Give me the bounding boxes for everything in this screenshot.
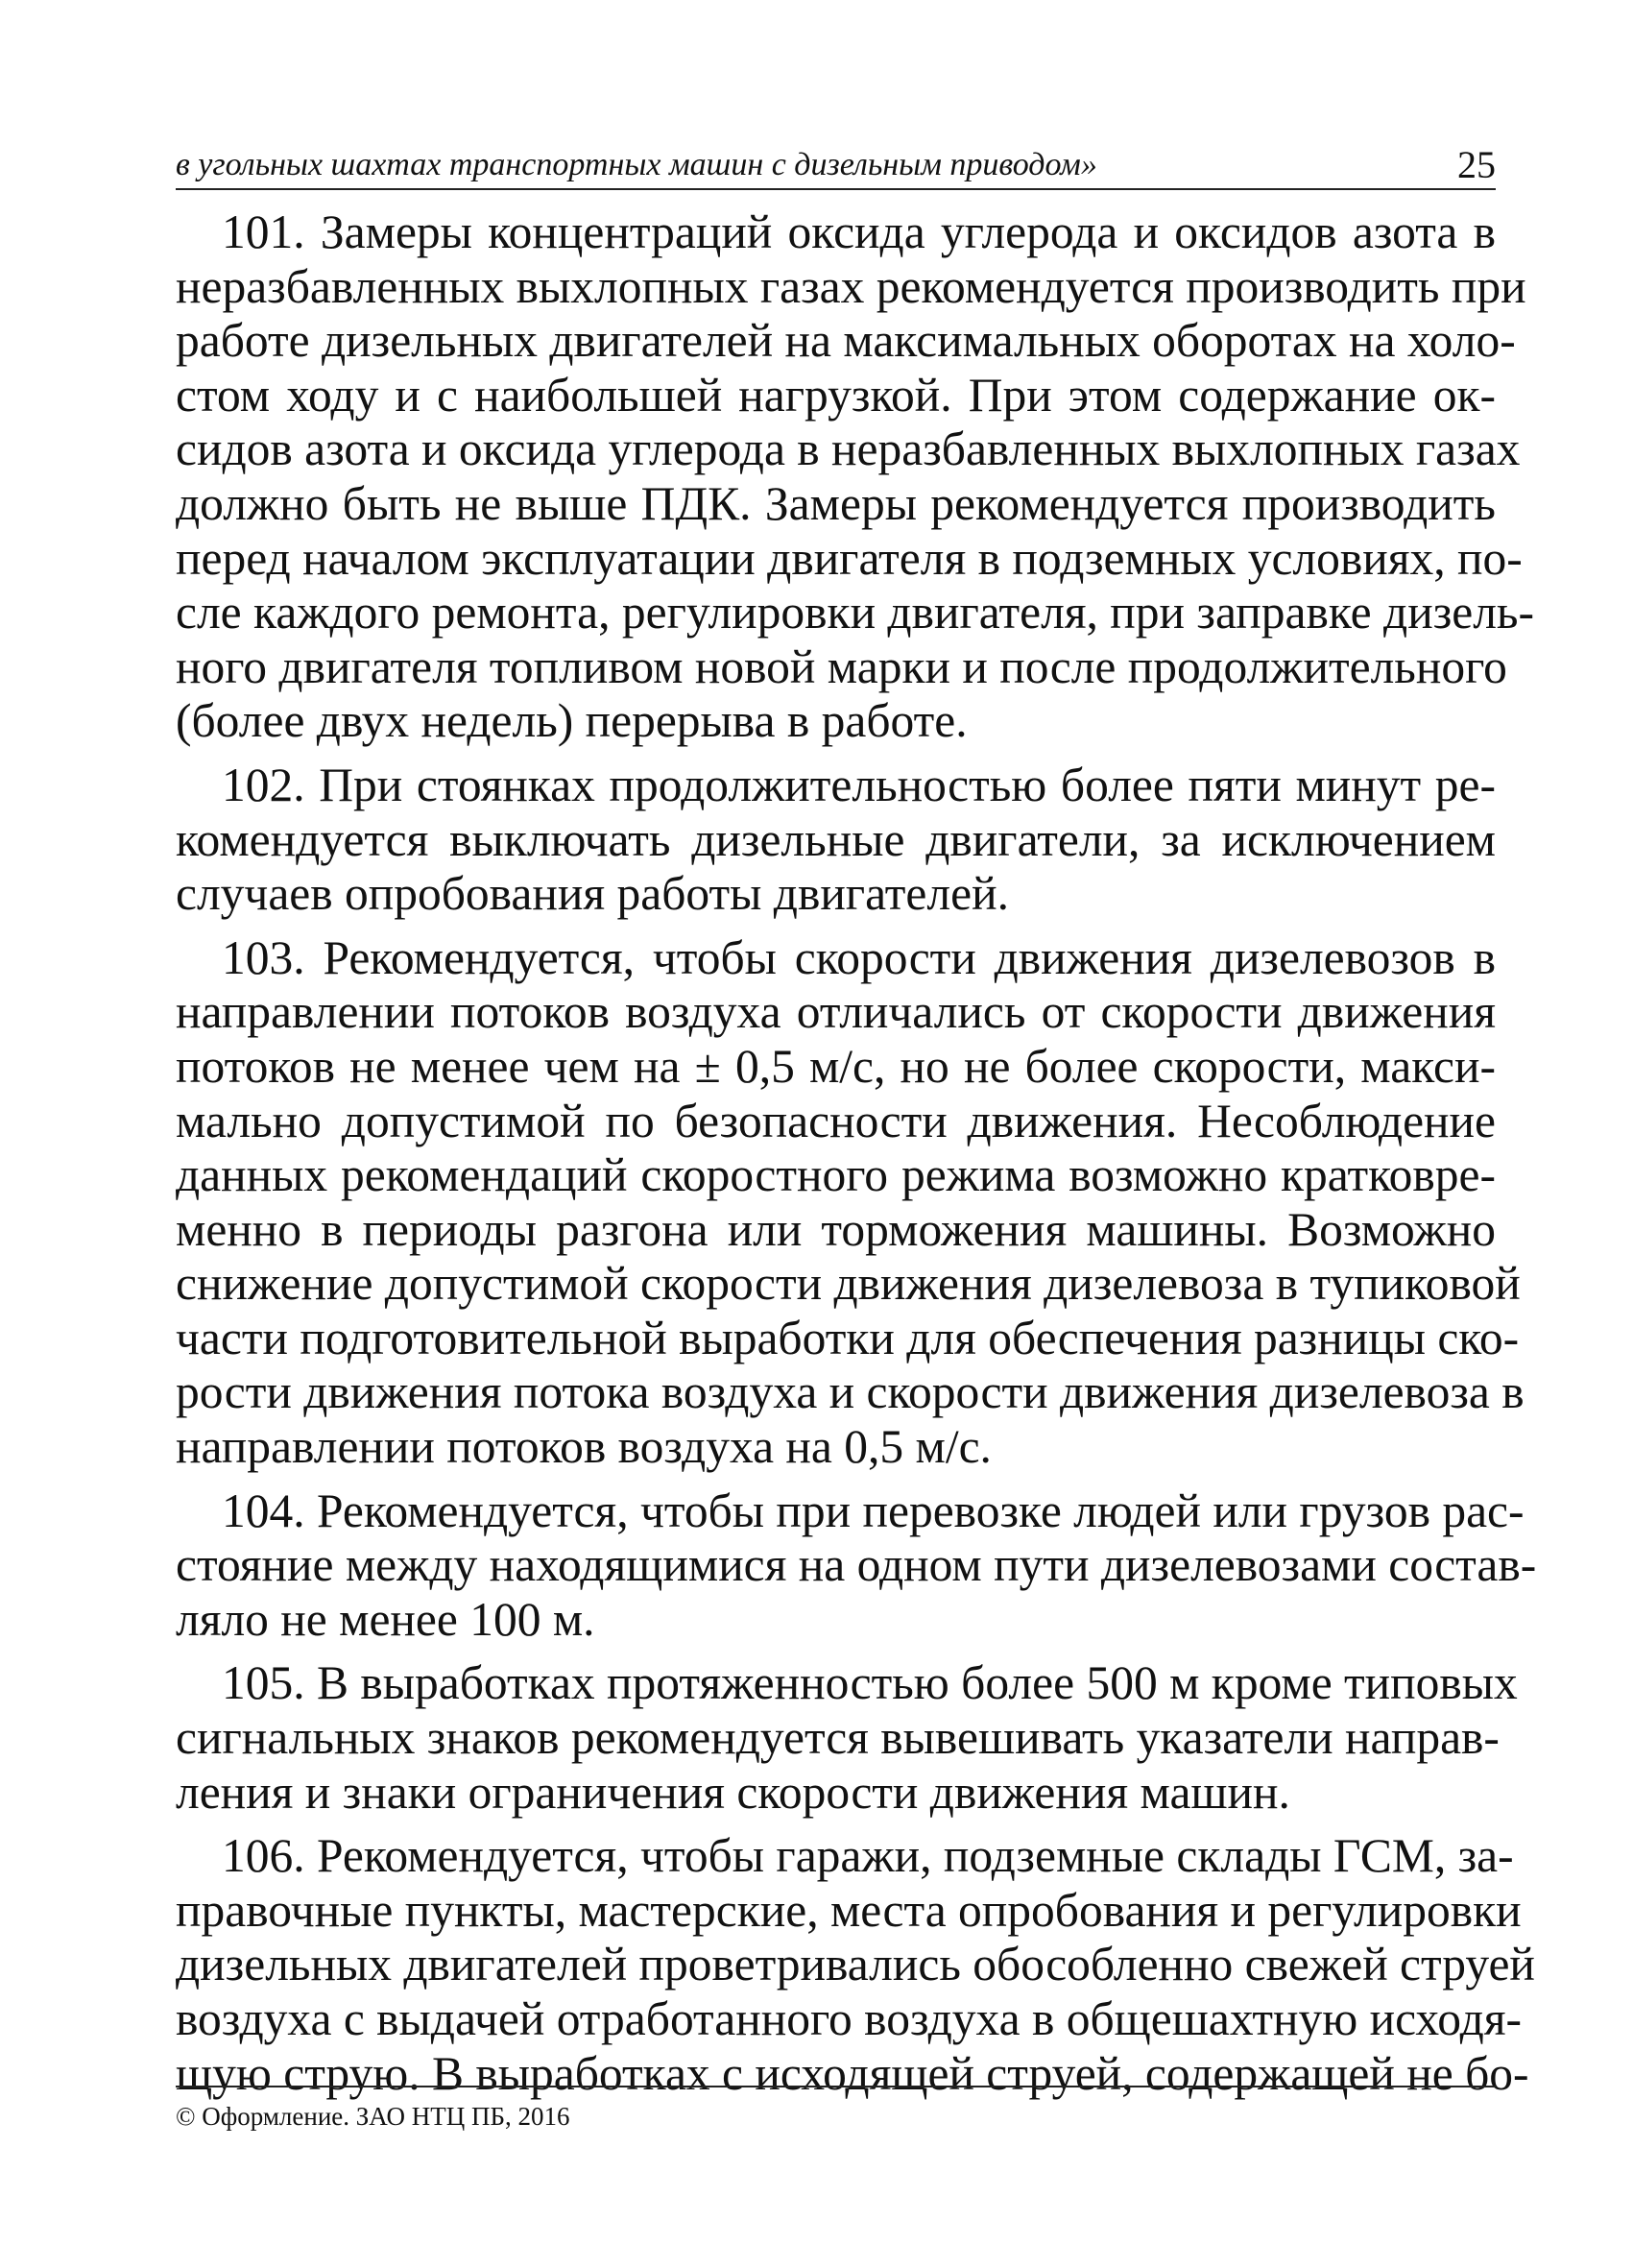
text-line: стом ходу и с наибольшей нагрузкой. При этом содержание ок- <box>176 368 1496 422</box>
header-title: в угольных шахтах транспортных машин с дизельным приводом» <box>176 147 1097 182</box>
paragraph <box>176 1656 1518 1820</box>
text-line: рости движения потока воздуха и скорости движения дизелевоза в <box>176 1365 1525 1419</box>
text-line: стояние между находящимися на одном пути дизелевозами состав- <box>176 1538 1537 1592</box>
text-line: 104. Рекомендуется, чтобы при перевозке людей или грузов рас- <box>222 1484 1525 1537</box>
page-number: 25 <box>1457 143 1496 186</box>
paragraph <box>176 930 1525 1475</box>
text-line: дизельных двигателей проветривались обособленно свежей струей <box>176 1938 1535 1991</box>
text-line: мально допустимой по безопасности движения. Несоблюдение <box>176 1094 1496 1147</box>
text-line: 106. Рекомендуется, чтобы гаражи, подземные склады ГСМ, за- <box>222 1829 1514 1883</box>
text-line: 105. В выработках протяженностью более 500 м кроме типовых <box>222 1656 1518 1710</box>
running-header <box>176 142 1496 190</box>
text-line: ления и знаки ограничения скорости движения машин. <box>176 1765 1290 1819</box>
text-line: 101. Замеры концентраций оксида углерода и оксидов азота в <box>222 205 1496 258</box>
footer-copyright: © Оформление. ЗАО НТЦ ПБ, 2016 <box>176 2102 570 2131</box>
footer <box>176 2086 1496 2131</box>
text-line: сле каждого ремонта, регулировки двигателя, при заправке дизель- <box>176 586 1534 639</box>
text-line: направлении потоков воздуха на 0,5 м/с. <box>176 1420 992 1474</box>
text-line: сидов азота и оксида углерода в неразбавленных выхлопных газах <box>176 422 1521 476</box>
paragraph <box>176 205 1534 749</box>
text-line: сигнальных знаков рекомендуется вывешивать указатели направ- <box>176 1711 1500 1765</box>
text-line: перед началом эксплуатации двигателя в подземных условиях, по- <box>176 531 1523 585</box>
text-line: потоков не менее чем на ± 0,5 м/с, но не более скорости, макси- <box>176 1039 1496 1093</box>
text-line: работе дизельных двигателей на максимальных оборотах на холо- <box>176 314 1516 368</box>
text-line: комендуется выключать дизельные двигатели, за исключением <box>176 812 1496 866</box>
text-line: щую струю. В выработках с исходящей струей, содержащей не бо- <box>176 2046 1529 2100</box>
text-line: 103. Рекомендуется, чтобы скорости движения дизелевозов в <box>222 930 1496 984</box>
text-line: (более двух недель) перерыва в работе. <box>176 694 968 748</box>
text-line: ного двигателя топливом новой марки и после продолжительного <box>176 639 1507 693</box>
text-line: воздуха с выдачей отработанного воздуха в общешахтную исходя- <box>176 1992 1523 2045</box>
document-body <box>176 205 1537 2111</box>
paragraph <box>176 1829 1535 2101</box>
text-line: правочные пункты, мастерские, места опробования и регулировки <box>176 1883 1522 1937</box>
paragraph <box>176 1484 1537 1648</box>
text-line: случаев опробования работы двигателей. <box>176 867 1009 921</box>
text-line: менно в периоды разгона или торможения машины. Возможно <box>176 1202 1496 1256</box>
text-line: 102. При стоянках продолжительностью более пяти минут ре- <box>222 758 1496 811</box>
text-line: неразбавленных выхлопных газах рекомендуется производить при <box>176 259 1526 313</box>
text-line: должно быть не выше ПДК. Замеры рекомендуется производить <box>176 476 1496 530</box>
text-line: части подготовительной выработки для обеспечения разницы ско- <box>176 1311 1520 1364</box>
text-line: снижение допустимой скорости движения дизелевоза в тупиковой <box>176 1257 1521 1311</box>
text-line: направлении потоков воздуха отличались от скорости движения <box>176 985 1496 1039</box>
text-line: данных рекомендаций скоростного режима возможно кратковре- <box>176 1148 1496 1202</box>
paragraph <box>176 759 1496 922</box>
text-line: ляло не менее 100 м. <box>176 1592 595 1646</box>
